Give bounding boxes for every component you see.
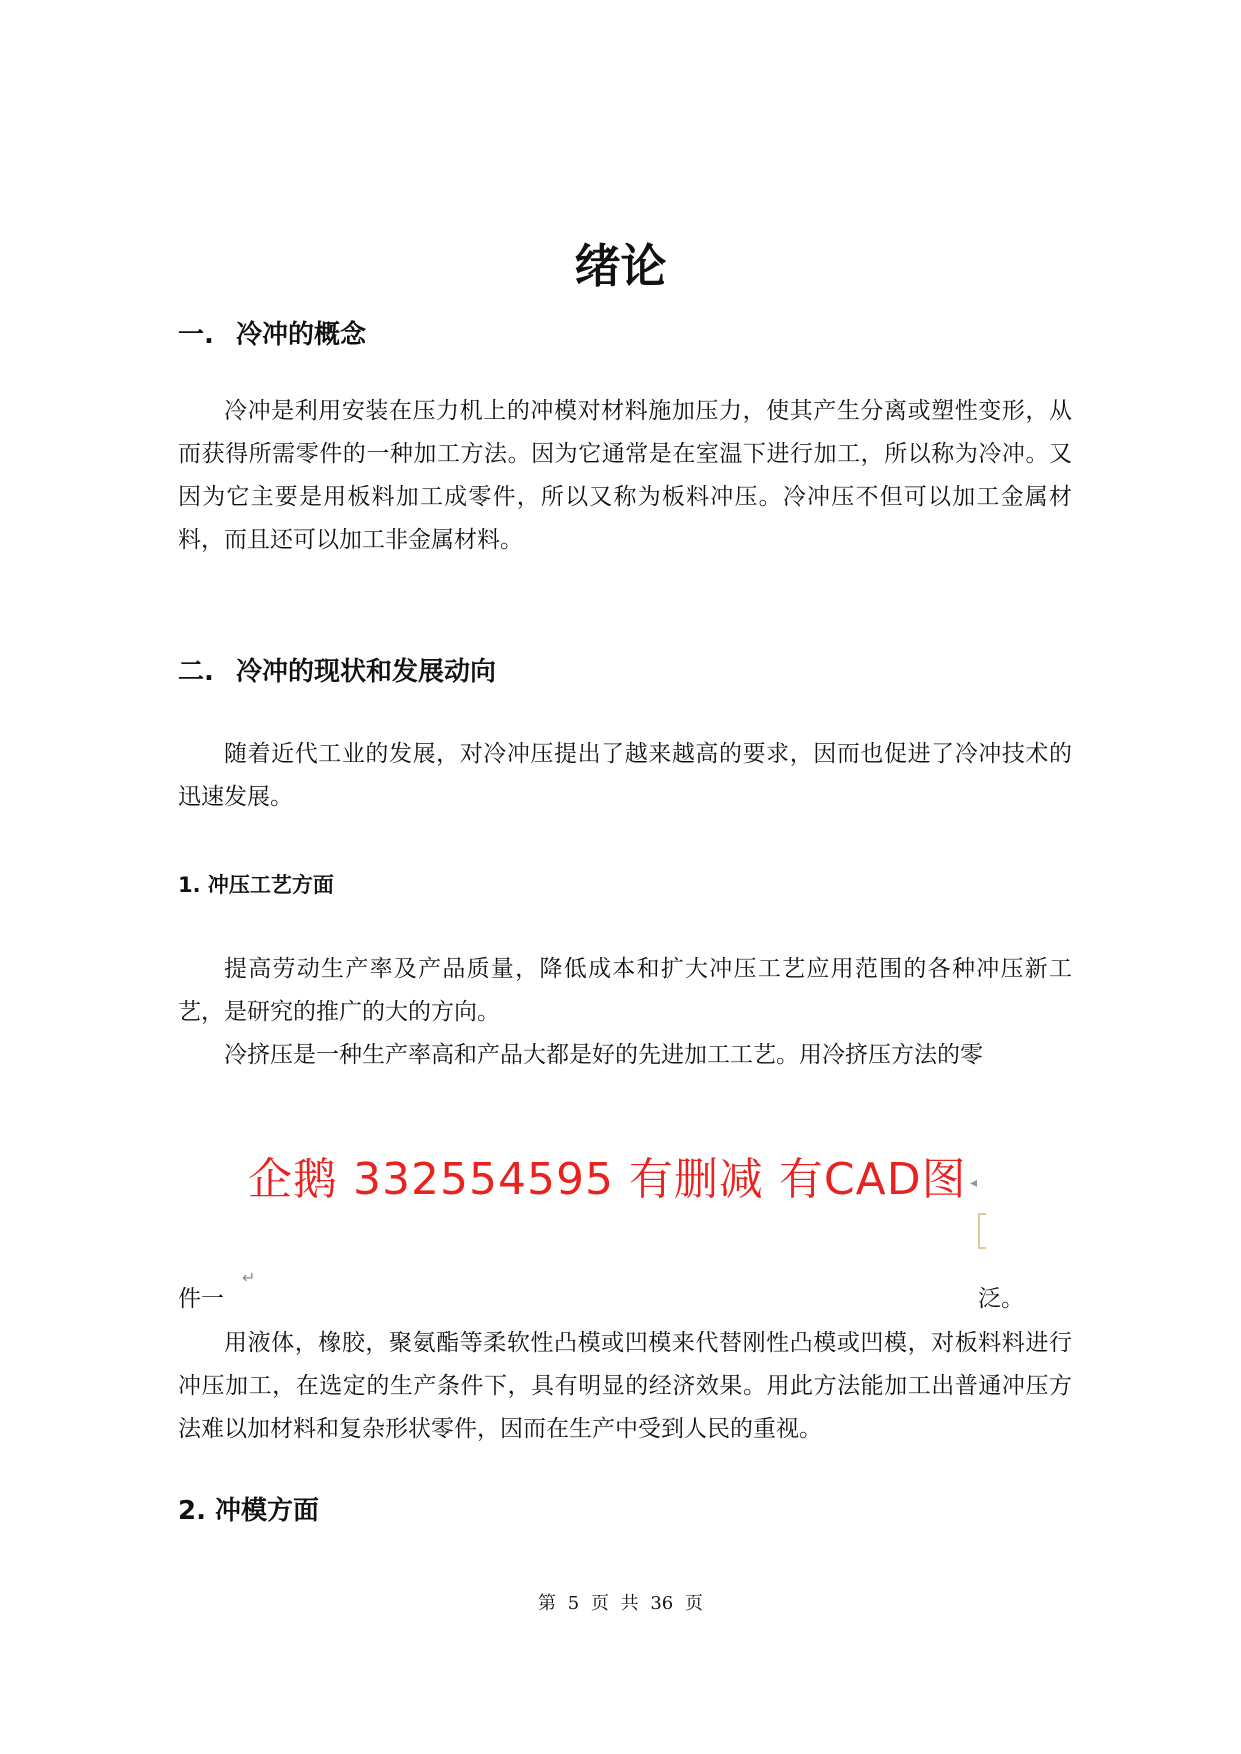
section-heading-1	[178, 318, 366, 352]
section-number-2: 二.	[178, 657, 214, 687]
watermark-banner: 企鹅 332554595 有删减 有CAD图	[248, 1154, 967, 1205]
fragment-left: 件一	[178, 1286, 224, 1312]
page-footer: 第 5 页 共 36 页	[538, 1593, 703, 1614]
section-title-2: 冷冲的现状和发展动向	[236, 657, 497, 687]
section-1-paragraph: 冷冲是利用安装在压力机上的冲模对材料施加压力，使其产生分离或塑性变形，从而获得所需零件的一种加工方法。因为它通常是在室温下进行加工，所以称为冷冲。又因为它主要是用板料加工成零件，所以又称为板料冲压。冷冲压不但可以加工金属材料，而且还可以加工非金属材料。	[178, 398, 1072, 553]
section-2-paragraph: 随着近代工业的发展，对冷冲压提出了越来越高的要求，因而也促进了冷冲技术的迅速发展。	[178, 741, 1072, 810]
return-mark-icon: ↵	[242, 1268, 256, 1287]
subsection-1-paragraph-1: 提高劳动生产率及产品质量，降低成本和扩大冲压工艺应用范围的各种冲压新工艺，是研究的推广的大的方向。	[178, 956, 1072, 1025]
fragment-right: 泛。	[978, 1286, 1024, 1312]
section-heading-2	[178, 655, 496, 689]
page-title: 绪论	[574, 239, 667, 293]
subsection-heading-1: 1. 冲压工艺方面	[178, 873, 334, 897]
subsection-1-paragraph-3: 用液体，橡胶，聚氨酯等柔软性凸模或凹模来代替刚性凸模或凹模，对板料料进行冲压加工，在选定的生产条件下，具有明显的经济效果。用此方法能加工出普通冲压方法难以加材料和复杂形状零件，因而在生产中受到人民的重视。	[178, 1330, 1072, 1442]
subsection-heading-2: 2. 冲模方面	[178, 1496, 320, 1526]
paragraph-mark-icon: ◂	[970, 1175, 978, 1191]
section-number-1: 一.	[178, 320, 214, 350]
bracket-mark-icon	[978, 1213, 986, 1249]
section-title-1: 冷冲的概念	[236, 320, 367, 350]
subsection-1-paragraph-2-line: 冷挤压是一种生产率高和产品大都是好的先进加工工艺。用冷挤压方法的零	[224, 1042, 983, 1068]
